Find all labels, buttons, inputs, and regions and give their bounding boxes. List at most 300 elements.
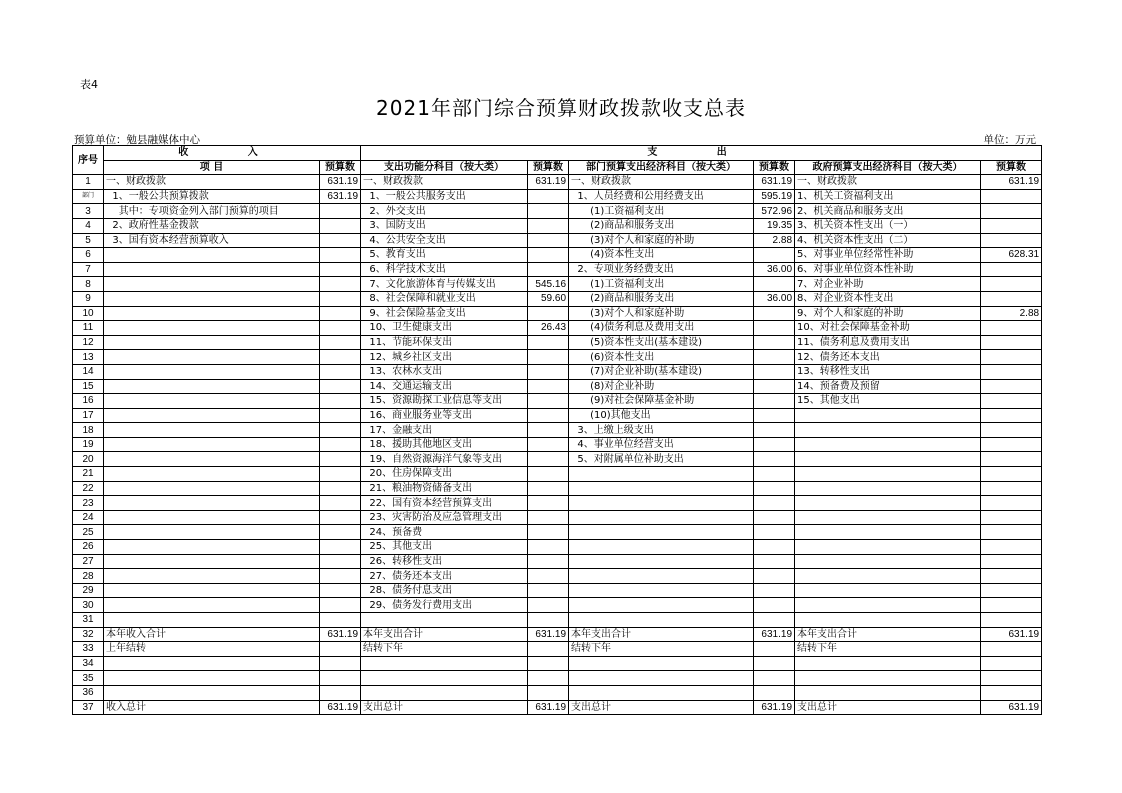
row-index: 27	[73, 554, 104, 569]
table-row	[73, 204, 1042, 219]
func-item: 结转下年	[361, 642, 528, 657]
dept-item	[569, 671, 754, 686]
income-budget	[320, 467, 361, 482]
income-item	[104, 262, 320, 277]
func-item: 3、国防支出	[361, 218, 528, 233]
gov-budget	[981, 321, 1042, 336]
func-item: 17、金融支出	[361, 423, 528, 438]
gov-budget	[981, 350, 1042, 365]
func-budget: 631.19	[528, 627, 569, 642]
row-index: 21	[73, 467, 104, 482]
table-row	[73, 671, 1042, 686]
table-row	[73, 496, 1042, 511]
gov-budget	[981, 379, 1042, 394]
func-item	[361, 685, 528, 700]
func-item: 24、预备费	[361, 525, 528, 540]
gov-item: 10、对社会保障基金补助	[795, 321, 981, 336]
dept-item	[569, 685, 754, 700]
income-budget	[320, 437, 361, 452]
gov-item: 8、对企业资本性支出	[795, 291, 981, 306]
func-item: 11、节能环保支出	[361, 335, 528, 350]
row-index: 6	[73, 248, 104, 263]
row-index: 26	[73, 540, 104, 555]
func-item: 21、粮油物资储备支出	[361, 481, 528, 496]
func-budget	[528, 364, 569, 379]
dept-budget	[754, 481, 795, 496]
row-index: 20	[73, 452, 104, 467]
income-budget	[320, 364, 361, 379]
func-budget	[528, 510, 569, 525]
dept-item: (9)对社会保障基金补助	[569, 394, 754, 409]
dept-budget: 572.96	[754, 204, 795, 219]
dept-budget	[754, 364, 795, 379]
gov-item: 4、机关资本性支出（二）	[795, 233, 981, 248]
func-item: 12、城乡社区支出	[361, 350, 528, 365]
table-row	[73, 598, 1042, 613]
row-index: 13	[73, 350, 104, 365]
income-budget	[320, 335, 361, 350]
gov-budget	[981, 540, 1042, 555]
income-budget	[320, 642, 361, 657]
gov-item	[795, 671, 981, 686]
income-item	[104, 613, 320, 628]
gov-item	[795, 496, 981, 511]
func-item: 8、社会保障和就业支出	[361, 291, 528, 306]
row-index: 部门	[73, 189, 104, 204]
table-row	[73, 510, 1042, 525]
func-budget	[528, 350, 569, 365]
gov-item: 14、预备费及预留	[795, 379, 981, 394]
func-item: 一、财政拨款	[361, 175, 528, 190]
table-row	[73, 583, 1042, 598]
income-budget	[320, 218, 361, 233]
dept-item: 本年支出合计	[569, 627, 754, 642]
func-budget	[528, 554, 569, 569]
dept-item: 结转下年	[569, 642, 754, 657]
income-budget	[320, 540, 361, 555]
gov-budget	[981, 598, 1042, 613]
dept-budget	[754, 394, 795, 409]
row-index: 33	[73, 642, 104, 657]
gov-item: 15、其他支出	[795, 394, 981, 409]
dept-budget: 595.19	[754, 189, 795, 204]
income-item	[104, 423, 320, 438]
gov-item: 支出总计	[795, 700, 981, 715]
gov-item: 1、机关工资福利支出	[795, 189, 981, 204]
dept-item: (1)工资福利支出	[569, 204, 754, 219]
income-item: 收入总计	[104, 700, 320, 715]
income-budget	[320, 291, 361, 306]
func-item: 14、交通运输支出	[361, 379, 528, 394]
income-item	[104, 408, 320, 423]
income-item	[104, 321, 320, 336]
dept-budget: 2.88	[754, 233, 795, 248]
func-budget	[528, 218, 569, 233]
income-budget	[320, 204, 361, 219]
dept-budget	[754, 510, 795, 525]
income-item	[104, 394, 320, 409]
row-index: 28	[73, 569, 104, 584]
gov-item: 11、债务利息及费用支出	[795, 335, 981, 350]
func-budget	[528, 394, 569, 409]
table-row	[73, 481, 1042, 496]
dept-budget: 36.00	[754, 262, 795, 277]
table-row	[73, 262, 1042, 277]
gov-budget: 631.19	[981, 700, 1042, 715]
row-index: 16	[73, 394, 104, 409]
func-budget	[528, 598, 569, 613]
income-budget	[320, 481, 361, 496]
func-budget	[528, 642, 569, 657]
table-body	[73, 146, 1042, 715]
dept-budget	[754, 554, 795, 569]
gov-item	[795, 540, 981, 555]
table-row	[73, 189, 1042, 204]
dept-budget	[754, 685, 795, 700]
income-budget	[320, 554, 361, 569]
income-item	[104, 437, 320, 452]
gov-budget	[981, 277, 1042, 292]
income-budget	[320, 233, 361, 248]
gov-item: 9、对个人和家庭的补助	[795, 306, 981, 321]
row-index: 19	[73, 437, 104, 452]
func-budget	[528, 233, 569, 248]
gov-budget	[981, 291, 1042, 306]
func-item	[361, 656, 528, 671]
func-item	[361, 671, 528, 686]
table-row	[73, 540, 1042, 555]
dept-budget	[754, 671, 795, 686]
func-item: 1、一般公共服务支出	[361, 189, 528, 204]
currency-unit-label: 单位：万元	[983, 134, 1036, 146]
func-budget	[528, 540, 569, 555]
gov-budget	[981, 525, 1042, 540]
gov-budget	[981, 613, 1042, 628]
gov-budget: 631.19	[981, 627, 1042, 642]
table-row	[73, 525, 1042, 540]
dept-item: 4、事业单位经营支出	[569, 437, 754, 452]
func-budget	[528, 262, 569, 277]
gov-item: 2、机关商品和服务支出	[795, 204, 981, 219]
income-item	[104, 656, 320, 671]
dept-budget	[754, 452, 795, 467]
gov-budget	[981, 685, 1042, 700]
gov-item	[795, 598, 981, 613]
dept-budget: 631.19	[754, 700, 795, 715]
income-budget	[320, 306, 361, 321]
dept-budget	[754, 583, 795, 598]
row-index: 9	[73, 291, 104, 306]
func-budget-header: 预算数	[528, 160, 569, 175]
table-row	[73, 613, 1042, 628]
income-budget: 631.19	[320, 189, 361, 204]
func-budget	[528, 671, 569, 686]
income-item: 2、政府性基金拨款	[104, 218, 320, 233]
dept-item: 3、上缴上级支出	[569, 423, 754, 438]
income-budget	[320, 277, 361, 292]
row-index: 25	[73, 525, 104, 540]
gov-budget	[981, 437, 1042, 452]
func-budget: 631.19	[528, 175, 569, 190]
income-item	[104, 291, 320, 306]
table-row	[73, 321, 1042, 336]
gov-item: 12、债务还本支出	[795, 350, 981, 365]
table-row	[73, 291, 1042, 306]
dept-item: (5)资本性支出(基本建设)	[569, 335, 754, 350]
dept-item	[569, 481, 754, 496]
func-item: 7、文化旅游体育与传媒支出	[361, 277, 528, 292]
income-header: 收 入	[104, 146, 361, 161]
dept-item: (8)对企业补助	[569, 379, 754, 394]
income-item	[104, 569, 320, 584]
item-header: 项 目	[104, 160, 320, 175]
func-item: 23、灾害防治及应急管理支出	[361, 510, 528, 525]
income-item	[104, 277, 320, 292]
income-budget	[320, 525, 361, 540]
page-title: 2021年部门综合预算财政拨款收支总表	[376, 96, 746, 120]
table-row	[73, 364, 1042, 379]
table-row	[73, 233, 1042, 248]
income-budget: 631.19	[320, 700, 361, 715]
func-item: 本年支出合计	[361, 627, 528, 642]
gov-budget	[981, 481, 1042, 496]
gov-item	[795, 408, 981, 423]
row-index: 18	[73, 423, 104, 438]
func-budget: 545.16	[528, 277, 569, 292]
table-row	[73, 350, 1042, 365]
dept-budget	[754, 569, 795, 584]
gov-budget: 631.19	[981, 175, 1042, 190]
income-item	[104, 685, 320, 700]
dept-item	[569, 656, 754, 671]
func-budget	[528, 248, 569, 263]
table-row	[73, 642, 1042, 657]
table-row	[73, 467, 1042, 482]
table-row	[73, 700, 1042, 715]
gov-item: 7、对企业补助	[795, 277, 981, 292]
row-index: 4	[73, 218, 104, 233]
func-item	[361, 613, 528, 628]
income-item: 本年收入合计	[104, 627, 320, 642]
dept-item: (7)对企业补助(基本建设)	[569, 364, 754, 379]
func-budget: 631.19	[528, 700, 569, 715]
row-index: 17	[73, 408, 104, 423]
dept-budget-header: 预算数	[754, 160, 795, 175]
func-item: 15、资源勘探工业信息等支出	[361, 394, 528, 409]
dept-budget: 36.00	[754, 291, 795, 306]
table-row	[73, 175, 1042, 190]
row-index: 36	[73, 685, 104, 700]
dept-item: (3)对个人和家庭补助	[569, 306, 754, 321]
income-budget	[320, 598, 361, 613]
dept-budget	[754, 525, 795, 540]
func-item: 4、公共安全支出	[361, 233, 528, 248]
gov-item	[795, 423, 981, 438]
dept-item	[569, 467, 754, 482]
dept-item	[569, 496, 754, 511]
func-item: 18、援助其他地区支出	[361, 437, 528, 452]
income-budget	[320, 496, 361, 511]
income-budget	[320, 423, 361, 438]
dept-item: 一、财政拨款	[569, 175, 754, 190]
func-budget	[528, 467, 569, 482]
row-index: 24	[73, 510, 104, 525]
gov-budget	[981, 233, 1042, 248]
row-index: 29	[73, 583, 104, 598]
row-index: 30	[73, 598, 104, 613]
income-item	[104, 583, 320, 598]
dept-item: (6)资本性支出	[569, 350, 754, 365]
dept-item: (1)工资福利支出	[569, 277, 754, 292]
table-tag: 表4	[80, 78, 98, 91]
gov-budget	[981, 569, 1042, 584]
func-header: 支出功能分科目（按大类）	[361, 160, 528, 175]
table-row	[73, 569, 1042, 584]
dept-budget	[754, 496, 795, 511]
row-index: 22	[73, 481, 104, 496]
dept-budget	[754, 598, 795, 613]
dept-item: 5、对附属单位补助支出	[569, 452, 754, 467]
gov-budget	[981, 467, 1042, 482]
func-item: 2、外交支出	[361, 204, 528, 219]
gov-budget	[981, 510, 1042, 525]
dept-budget	[754, 379, 795, 394]
table-row	[73, 394, 1042, 409]
dept-budget	[754, 321, 795, 336]
income-budget	[320, 408, 361, 423]
gov-budget	[981, 394, 1042, 409]
gov-item: 6、对事业单位资本性补助	[795, 262, 981, 277]
income-item	[104, 510, 320, 525]
gov-item: 结转下年	[795, 642, 981, 657]
income-item	[104, 364, 320, 379]
func-budget	[528, 204, 569, 219]
table-row	[73, 248, 1042, 263]
income-item	[104, 540, 320, 555]
income-budget: 631.19	[320, 627, 361, 642]
dept-item	[569, 540, 754, 555]
row-index: 7	[73, 262, 104, 277]
func-budget	[528, 613, 569, 628]
gov-item	[795, 437, 981, 452]
dept-budget	[754, 306, 795, 321]
dept-item: (2)商品和服务支出	[569, 291, 754, 306]
income-item	[104, 379, 320, 394]
func-item: 9、社会保险基金支出	[361, 306, 528, 321]
income-item	[104, 481, 320, 496]
income-budget	[320, 569, 361, 584]
func-budget	[528, 306, 569, 321]
income-budget	[320, 248, 361, 263]
gov-item	[795, 554, 981, 569]
func-budget	[528, 685, 569, 700]
income-item	[104, 496, 320, 511]
gov-item: 5、对事业单位经常性补助	[795, 248, 981, 263]
dept-item	[569, 583, 754, 598]
dept-item: 1、人员经费和公用经费支出	[569, 189, 754, 204]
income-item	[104, 467, 320, 482]
gov-item	[795, 467, 981, 482]
func-budget	[528, 423, 569, 438]
dept-item: (2)商品和服务支出	[569, 218, 754, 233]
dept-item	[569, 598, 754, 613]
dept-item: (10)其他支出	[569, 408, 754, 423]
income-item	[104, 306, 320, 321]
dept-budget	[754, 642, 795, 657]
table-row	[73, 437, 1042, 452]
table-row	[73, 277, 1042, 292]
func-budget	[528, 408, 569, 423]
func-budget	[528, 437, 569, 452]
gov-budget	[981, 656, 1042, 671]
income-item: 1、一般公共预算拨款	[104, 189, 320, 204]
header-row-2	[73, 160, 1042, 175]
dept-budget	[754, 277, 795, 292]
income-budget	[320, 656, 361, 671]
row-index: 1	[73, 175, 104, 190]
table-row	[73, 627, 1042, 642]
row-index: 8	[73, 277, 104, 292]
func-item: 20、住房保障支出	[361, 467, 528, 482]
dept-item	[569, 569, 754, 584]
table-row	[73, 554, 1042, 569]
gov-budget-header: 预算数	[981, 160, 1042, 175]
income-budget	[320, 379, 361, 394]
gov-budget	[981, 335, 1042, 350]
gov-item	[795, 481, 981, 496]
dept-item: 支出总计	[569, 700, 754, 715]
func-budget	[528, 481, 569, 496]
income-item: 3、国有资本经营预算收入	[104, 233, 320, 248]
table-row	[73, 656, 1042, 671]
income-budget	[320, 685, 361, 700]
dept-item: (3)对个人和家庭的补助	[569, 233, 754, 248]
dept-budget	[754, 613, 795, 628]
row-index: 10	[73, 306, 104, 321]
dept-budget	[754, 437, 795, 452]
dept-item	[569, 510, 754, 525]
income-budget	[320, 452, 361, 467]
func-budget	[528, 569, 569, 584]
func-item: 19、自然资源海洋气象等支出	[361, 452, 528, 467]
row-index: 23	[73, 496, 104, 511]
func-item: 28、债务付息支出	[361, 583, 528, 598]
gov-budget	[981, 408, 1042, 423]
income-budget	[320, 613, 361, 628]
income-budget	[320, 262, 361, 277]
income-item	[104, 671, 320, 686]
gov-budget	[981, 204, 1042, 219]
func-budget: 59.60	[528, 291, 569, 306]
func-item: 25、其他支出	[361, 540, 528, 555]
gov-budget: 628.31	[981, 248, 1042, 263]
func-item: 29、债务发行费用支出	[361, 598, 528, 613]
dept-budget	[754, 248, 795, 263]
dept-budget	[754, 408, 795, 423]
seq-header: 序号	[73, 146, 104, 175]
gov-budget	[981, 262, 1042, 277]
gov-item	[795, 656, 981, 671]
gov-budget	[981, 554, 1042, 569]
func-item: 5、教育支出	[361, 248, 528, 263]
gov-budget	[981, 364, 1042, 379]
dept-item	[569, 525, 754, 540]
gov-item	[795, 569, 981, 584]
dept-item	[569, 613, 754, 628]
income-budget	[320, 321, 361, 336]
income-item	[104, 452, 320, 467]
func-budget	[528, 335, 569, 350]
